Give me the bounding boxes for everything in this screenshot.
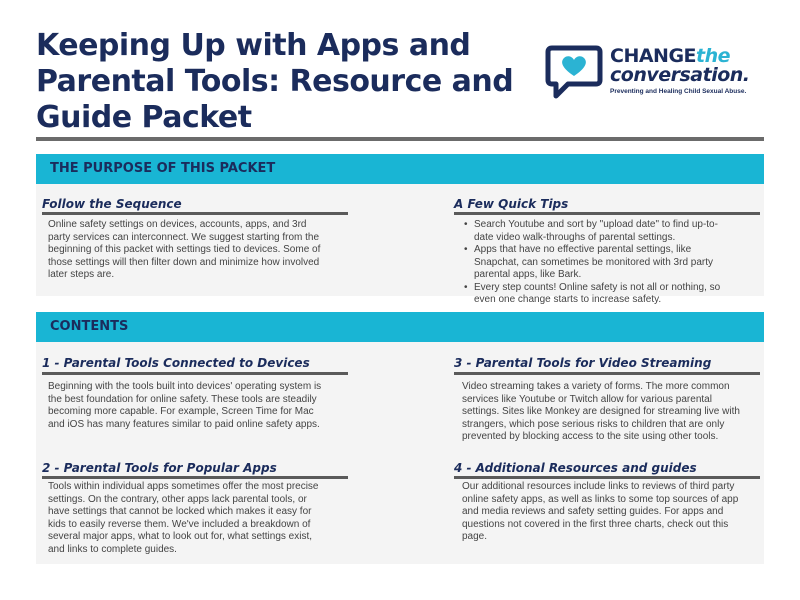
tips-list bbox=[462, 219, 734, 307]
section-2-heading: 2 - Parental Tools for Popular Apps bbox=[42, 461, 277, 475]
tips-underline bbox=[454, 212, 760, 215]
section-1-heading: 1 - Parental Tools Connected to Devices bbox=[42, 356, 310, 370]
section-1-underline bbox=[42, 372, 348, 375]
contents-header: CONTENTS bbox=[36, 312, 764, 342]
section-3-heading: 3 - Parental Tools for Video Streaming bbox=[454, 356, 712, 370]
tips-heading: A Few Quick Tips bbox=[454, 197, 569, 211]
tip-item: • Every step counts! Online safety is not all or nothing, so even one change starts to increase safety. bbox=[462, 282, 734, 307]
purpose-header: THE PURPOSE OF THIS PACKET bbox=[36, 154, 764, 184]
section-4-body: Our additional resources include links to reviews of third party online safety apps, as well as links to some top sources of app and media reviews and safety setting guides. For apps and questions not covered in the first three charts, check out this page. bbox=[462, 481, 739, 542]
sequence-heading: Follow the Sequence bbox=[42, 197, 182, 211]
logo-tagline: Preventing and Healing Child Sexual Abuse. bbox=[610, 88, 747, 95]
logo-word-the: the bbox=[696, 45, 731, 67]
section-2-body: Tools within individual apps sometimes offer the most precise settings. On the contrary, other apps lack parental tools, or have settings that cannot be locked which makes it easy for kids to easily reverse them. We've included a breakdown of several major apps, what to look out for, what settings exist, and links to complete guides. bbox=[48, 481, 319, 555]
tip-item: • Search Youtube and sort by "upload date" to find up-to-date video walk-throughs of parental settings. bbox=[462, 219, 734, 244]
sequence-body: Online safety settings on devices, accounts, apps, and 3rd party services can interconnect. We suggest starting from the beginning of this packet with settings tied to devices. Some of those settings will then filter down and minimize how involved later steps are. bbox=[48, 219, 321, 280]
logo-wordmark-line1 bbox=[610, 46, 730, 66]
logo-word-change: CHANGE bbox=[610, 45, 697, 67]
title-divider bbox=[36, 137, 764, 141]
section-2-underline bbox=[42, 476, 348, 479]
chat-heart-icon bbox=[544, 42, 604, 102]
section-3-underline bbox=[454, 372, 760, 375]
sequence-underline bbox=[42, 212, 348, 215]
section-3-body: Video streaming takes a variety of forms. The more common services like Youtube or Twitch allow for various parental settings. Sites like Monkey are designed for streaming live with strangers, which pose serious risks to children that are only prevented by blocking access to the site using other tools. bbox=[462, 381, 740, 442]
logo bbox=[544, 42, 774, 106]
logo-wordmark-line2: conversation. bbox=[610, 64, 750, 86]
section-4-underline bbox=[454, 476, 760, 479]
page-title: Keeping Up with Apps and Parental Tools: Resource and Guide Packet bbox=[36, 28, 514, 135]
tip-item: • Apps that have no effective parental settings, like Snapchat, can sometimes be monitored with 3rd party parental apps, like Bark. bbox=[462, 244, 734, 282]
section-4-heading: 4 - Additional Resources and guides bbox=[454, 461, 697, 475]
section-1-body: Beginning with the tools built into devices' operating system is the best foundation for online safety. These tools are steadily becoming more capable. For example, Screen Time for Mac and iOS has many features similar to paid online safety apps. bbox=[48, 381, 322, 430]
